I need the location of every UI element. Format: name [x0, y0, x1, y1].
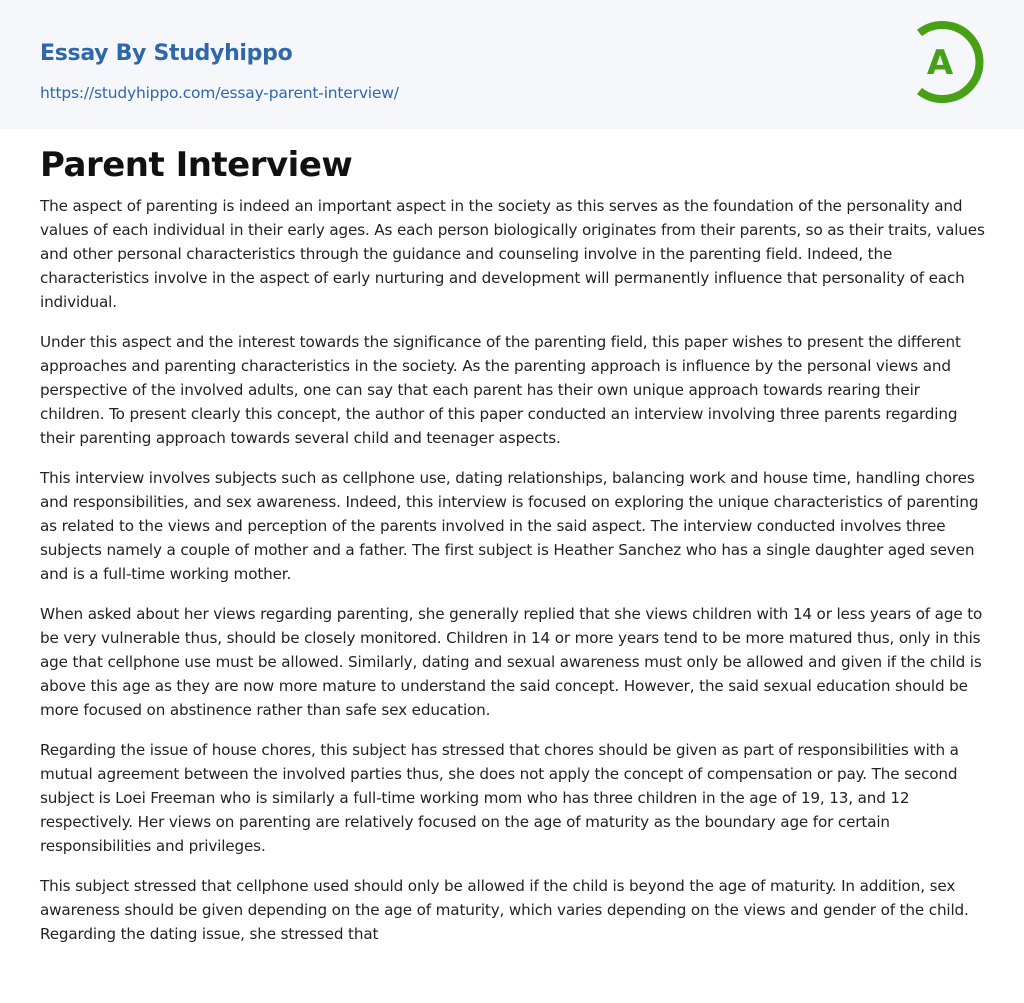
page-title: Parent Interview — [40, 145, 353, 185]
essay-paragraph: This subject stressed that cellphone used should only be allowed if the child is beyond the age of maturity. In addition, sex awareness should be given depending on the age of maturity, which varies depending on the views and gender of the child. Regarding the dating issue, she stressed that — [40, 877, 969, 943]
studyhippo-logo[interactable] — [912, 19, 986, 105]
essay-paragraph: The aspect of parenting is indeed an important aspect in the society as this serves as the foundation of the personality and values of each individual in their early ages. As each person biologically originates from their parents, so as their traits, values and other personal characteristics through the guidance and counseling involve in the parenting field. Indeed, the characteristics involve in the aspect of early nurturing and development will permanently influence that personality of each individual. — [40, 197, 985, 311]
essay-paragraph: Regarding the issue of house chores, this subject has stressed that chores should be given as part of responsibilities with a mutual agreement between the involved parties thus, she does not apply the concept of compensation or pay. The second subject is Loei Freeman who is similarly a full-time working mom who has three children in the age of 19, 13, and 12 respectively. Her views on parenting are relatively focused on the age of maturity as the boundary age for certain responsibilities and privileges. — [40, 741, 959, 855]
essay-paragraph: Under this aspect and the interest towards the significance of the parenting field, this paper wishes to present the different approaches and parenting characteristics in the society. As the parenting approach is influence by the personal views and perspective of the involved adults, one can say that each parent has their own unique approach towards rearing their children. To present clearly this concept, the author of this paper conducted an interview involving three parents regarding their parenting approach towards several child and teenager aspects. — [40, 333, 961, 447]
logo-letter: A — [926, 43, 954, 83]
essay-body — [40, 194, 988, 962]
logo-icon — [912, 19, 986, 105]
essay-url-link[interactable]: https://studyhippo.com/essay-parent-interview/ — [40, 84, 399, 102]
brand-title[interactable]: Essay By Studyhippo — [40, 41, 293, 66]
essay-paragraph: This interview involves subjects such as cellphone use, dating relationships, balancing work and house time, handling chores and responsibilities, and sex awareness. Indeed, this interview is focused on exploring the unique characteristics of parenting as related to the views and perception of the parents involved in the said aspect. The interview conducted involves three subjects namely a couple of mother and a father. The first subject is Heather Sanchez who has a single daughter aged seven and is a full-time working mother. — [40, 469, 979, 583]
essay-paragraph: When asked about her views regarding parenting, she generally replied that she views children with 14 or less years of age to be very vulnerable thus, should be closely monitored. Children in 14 or more years tend to be more matured thus, only in this age that cellphone use must be allowed. Similarly, dating and sexual awareness must only be allowed and given if the child is above this age as they are now more mature to understand the said concept. However, the said sexual education should be more focused on abstinence rather than safe sex education. — [40, 605, 983, 719]
site-header — [0, 0, 1024, 129]
